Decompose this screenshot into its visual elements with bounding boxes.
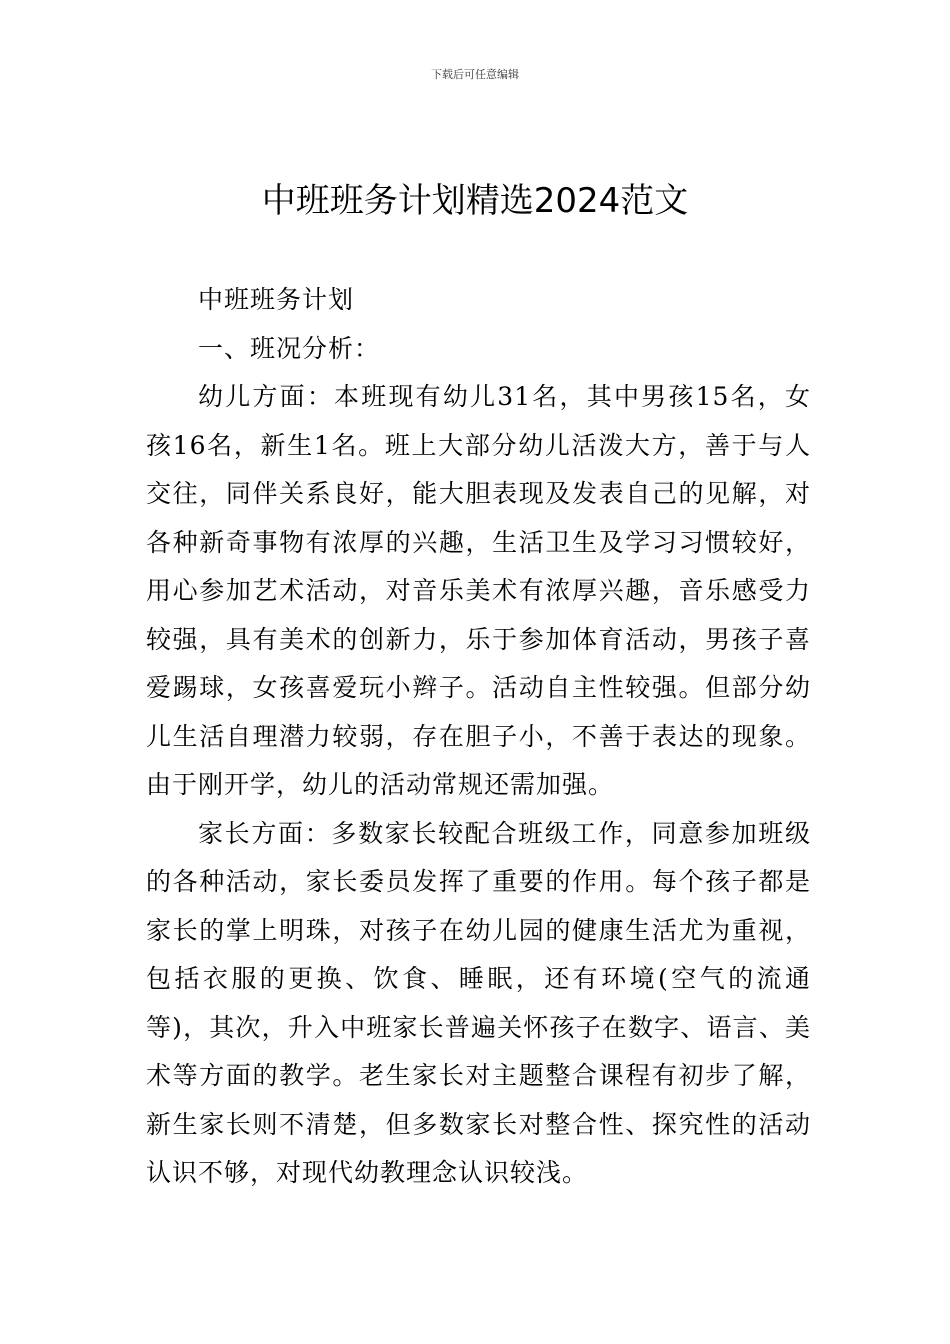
document-title: 中班班务计划精选2024范文 bbox=[261, 181, 689, 221]
paragraph-parents: 家长方面：多数家长较配合班级工作，同意参加班级的各种活动，家长委员发挥了重要的作用。每个孩子都是家长的掌上明珠，对孩子在幼儿园的健康生活尤为重视，包括衣服的更换、饮食、睡眠，还有环境(空气的流通等)，其次，升入中班家长普遍关怀孩子在数字、语言、美术等方面的教学。老生家长对主题整合课程有初步了解，新生家长则不清楚，但多数家长对整合性、探究性的活动认识不够，对现代幼教理念认识较浅。 bbox=[146, 818, 811, 1187]
document-heading: 中班班务计划 bbox=[198, 285, 355, 314]
document-body bbox=[146, 276, 811, 1198]
paragraph-children: 幼儿方面：本班现有幼儿31名，其中男孩15名，女孩16名，新生1名。班上大部分幼儿活泼大方，善于与人交往，同伴关系良好，能大胆表现及发表自己的见解，对各种新奇事物有浓厚的兴趣，生活卫生及学习习惯较好，用心参加艺术活动，对音乐美术有浓厚兴趣，音乐感受力较强，具有美术的创新力，乐于参加体育活动，男孩子喜爱踢球，女孩喜爱玩小辫子。活动自主性较强。但部分幼儿生活自理潜力较弱，存在胆子小，不善于表达的现象。由于刚开学，幼儿的活动常规还需加强。 bbox=[146, 382, 811, 799]
section-heading: 一、班况分析： bbox=[198, 333, 381, 363]
header-note: 下载后可任意编辑 bbox=[431, 68, 519, 81]
